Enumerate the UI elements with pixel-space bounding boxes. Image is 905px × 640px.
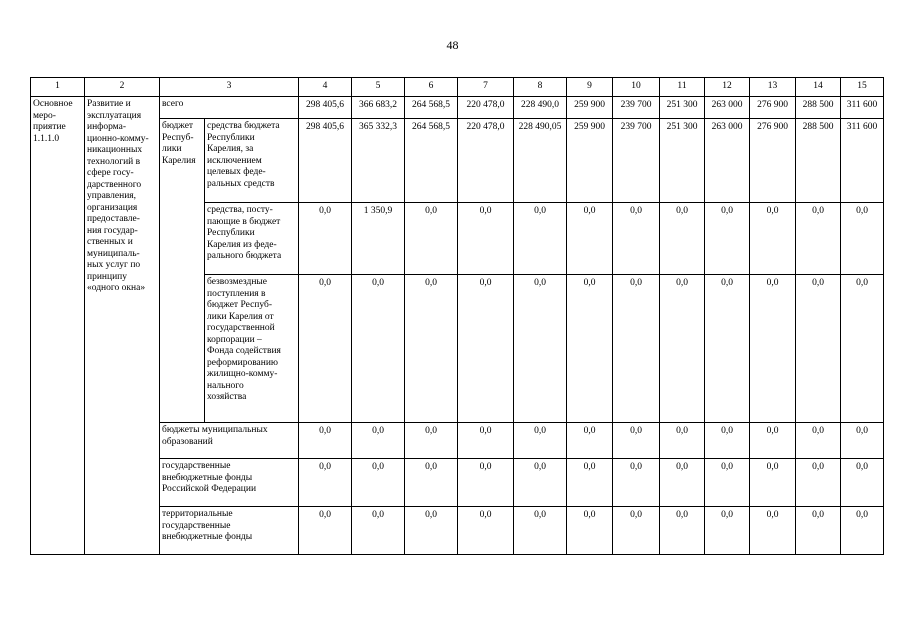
value-cell: 0,0 bbox=[613, 507, 660, 555]
value-cell: 0,0 bbox=[796, 423, 841, 459]
value-cell: 0,0 bbox=[705, 459, 750, 507]
value-cell: 288 500 bbox=[796, 97, 841, 119]
row-label: безвозмездные поступления в бюджет Респуб- лики Карелия от государственной корпорации – Фонда содействия реформированию жилищно-комму- нального хозяйства bbox=[205, 275, 299, 423]
header-cell-12: 12 bbox=[705, 78, 750, 97]
value-cell: 228 490,0 bbox=[514, 97, 567, 119]
value-cell: 0,0 bbox=[514, 203, 567, 275]
budget-group-label: бюджет Респуб- лики Карелия bbox=[160, 119, 205, 423]
value-cell: 0,0 bbox=[841, 507, 884, 555]
value-cell: 0,0 bbox=[458, 203, 514, 275]
value-cell: 0,0 bbox=[567, 203, 613, 275]
value-cell: 0,0 bbox=[299, 459, 352, 507]
value-cell: 0,0 bbox=[705, 203, 750, 275]
value-cell: 0,0 bbox=[405, 275, 458, 423]
value-cell: 259 900 bbox=[567, 119, 613, 203]
header-cell-7: 7 bbox=[458, 78, 514, 97]
value-cell: 0,0 bbox=[750, 459, 796, 507]
budget-table bbox=[30, 77, 884, 555]
value-cell: 259 900 bbox=[567, 97, 613, 119]
value-cell: 220 478,0 bbox=[458, 97, 514, 119]
value-cell: 0,0 bbox=[613, 275, 660, 423]
value-cell: 276 900 bbox=[750, 97, 796, 119]
value-cell: 0,0 bbox=[299, 275, 352, 423]
value-cell: 0,0 bbox=[613, 459, 660, 507]
row-label: бюджеты муниципальных образований bbox=[160, 423, 299, 459]
value-cell: 0,0 bbox=[750, 507, 796, 555]
value-cell: 0,0 bbox=[796, 459, 841, 507]
value-cell: 0,0 bbox=[514, 459, 567, 507]
value-cell: 0,0 bbox=[405, 507, 458, 555]
measure-description: Развитие и эксплуатация информа- ционно-комму- никационных технологий в сфере госу- дарственного управления, организация предоставле- ния государ- ственных и муниципаль- ных услуг по принципу «одного окна» bbox=[85, 97, 160, 555]
value-cell: 264 568,5 bbox=[405, 119, 458, 203]
header-cell-9: 9 bbox=[567, 78, 613, 97]
value-cell: 0,0 bbox=[613, 423, 660, 459]
value-cell: 0,0 bbox=[405, 203, 458, 275]
header-cell-13: 13 bbox=[750, 78, 796, 97]
value-cell: 0,0 bbox=[458, 507, 514, 555]
value-cell: 0,0 bbox=[299, 203, 352, 275]
header-cell-11: 11 bbox=[660, 78, 705, 97]
value-cell: 0,0 bbox=[458, 423, 514, 459]
value-cell: 0,0 bbox=[405, 423, 458, 459]
value-cell: 311 600 bbox=[841, 97, 884, 119]
value-cell: 0,0 bbox=[613, 203, 660, 275]
row-label: всего bbox=[160, 97, 299, 119]
page-number: 48 bbox=[446, 38, 459, 52]
value-cell: 0,0 bbox=[796, 203, 841, 275]
value-cell: 0,0 bbox=[841, 203, 884, 275]
value-cell: 0,0 bbox=[567, 275, 613, 423]
value-cell: 0,0 bbox=[299, 507, 352, 555]
value-cell: 311 600 bbox=[841, 119, 884, 203]
value-cell: 1 350,9 bbox=[352, 203, 405, 275]
value-cell: 0,0 bbox=[458, 275, 514, 423]
value-cell: 0,0 bbox=[841, 275, 884, 423]
header-cell-15: 15 bbox=[841, 78, 884, 97]
value-cell: 0,0 bbox=[299, 423, 352, 459]
value-cell: 251 300 bbox=[660, 119, 705, 203]
row-label: средства бюджета Республики Карелия, за исключением целевых феде- ральных средств bbox=[205, 119, 299, 203]
value-cell: 228 490,05 bbox=[514, 119, 567, 203]
value-cell: 298 405,6 bbox=[299, 119, 352, 203]
value-cell: 0,0 bbox=[660, 459, 705, 507]
value-cell: 276 900 bbox=[750, 119, 796, 203]
value-cell: 0,0 bbox=[660, 507, 705, 555]
value-cell: 0,0 bbox=[405, 459, 458, 507]
value-cell: 0,0 bbox=[660, 203, 705, 275]
value-cell: 0,0 bbox=[705, 507, 750, 555]
row-label: государственные внебюджетные фонды Российской Федерации bbox=[160, 459, 299, 507]
value-cell: 0,0 bbox=[352, 275, 405, 423]
header-cell-3: 3 bbox=[160, 78, 299, 97]
value-cell: 239 700 bbox=[613, 97, 660, 119]
header-cell-2: 2 bbox=[85, 78, 160, 97]
value-cell: 0,0 bbox=[705, 275, 750, 423]
value-cell: 0,0 bbox=[514, 275, 567, 423]
value-cell: 0,0 bbox=[352, 423, 405, 459]
value-cell: 0,0 bbox=[750, 203, 796, 275]
value-cell: 0,0 bbox=[796, 275, 841, 423]
value-cell: 220 478,0 bbox=[458, 119, 514, 203]
header-row bbox=[31, 78, 884, 97]
header-cell-6: 6 bbox=[405, 78, 458, 97]
value-cell: 0,0 bbox=[750, 423, 796, 459]
value-cell: 0,0 bbox=[352, 459, 405, 507]
value-cell: 365 332,3 bbox=[352, 119, 405, 203]
value-cell: 0,0 bbox=[567, 459, 613, 507]
row-label: средства, посту- пающие в бюджет Республики Карелия из феде- рального бюджета bbox=[205, 203, 299, 275]
measure-code: Основное меро- приятие 1.1.1.0 bbox=[31, 97, 85, 555]
header-cell-5: 5 bbox=[352, 78, 405, 97]
value-cell: 264 568,5 bbox=[405, 97, 458, 119]
value-cell: 0,0 bbox=[514, 423, 567, 459]
value-cell: 251 300 bbox=[660, 97, 705, 119]
value-cell: 0,0 bbox=[841, 459, 884, 507]
value-cell: 298 405,6 bbox=[299, 97, 352, 119]
header-cell-14: 14 bbox=[796, 78, 841, 97]
value-cell: 0,0 bbox=[458, 459, 514, 507]
header-cell-1: 1 bbox=[31, 78, 85, 97]
row-label: территориальные государственные внебюджетные фонды bbox=[160, 507, 299, 555]
value-cell: 288 500 bbox=[796, 119, 841, 203]
value-cell: 263 000 bbox=[705, 119, 750, 203]
value-cell: 263 000 bbox=[705, 97, 750, 119]
value-cell: 0,0 bbox=[841, 423, 884, 459]
table-body bbox=[31, 78, 884, 555]
value-cell: 0,0 bbox=[660, 423, 705, 459]
table-row bbox=[31, 97, 884, 119]
value-cell: 0,0 bbox=[352, 507, 405, 555]
value-cell: 366 683,2 bbox=[352, 97, 405, 119]
header-cell-8: 8 bbox=[514, 78, 567, 97]
value-cell: 0,0 bbox=[514, 507, 567, 555]
value-cell: 0,0 bbox=[705, 423, 750, 459]
value-cell: 0,0 bbox=[567, 507, 613, 555]
value-cell: 239 700 bbox=[613, 119, 660, 203]
header-cell-10: 10 bbox=[613, 78, 660, 97]
value-cell: 0,0 bbox=[796, 507, 841, 555]
header-cell-4: 4 bbox=[299, 78, 352, 97]
value-cell: 0,0 bbox=[567, 423, 613, 459]
value-cell: 0,0 bbox=[660, 275, 705, 423]
value-cell: 0,0 bbox=[750, 275, 796, 423]
